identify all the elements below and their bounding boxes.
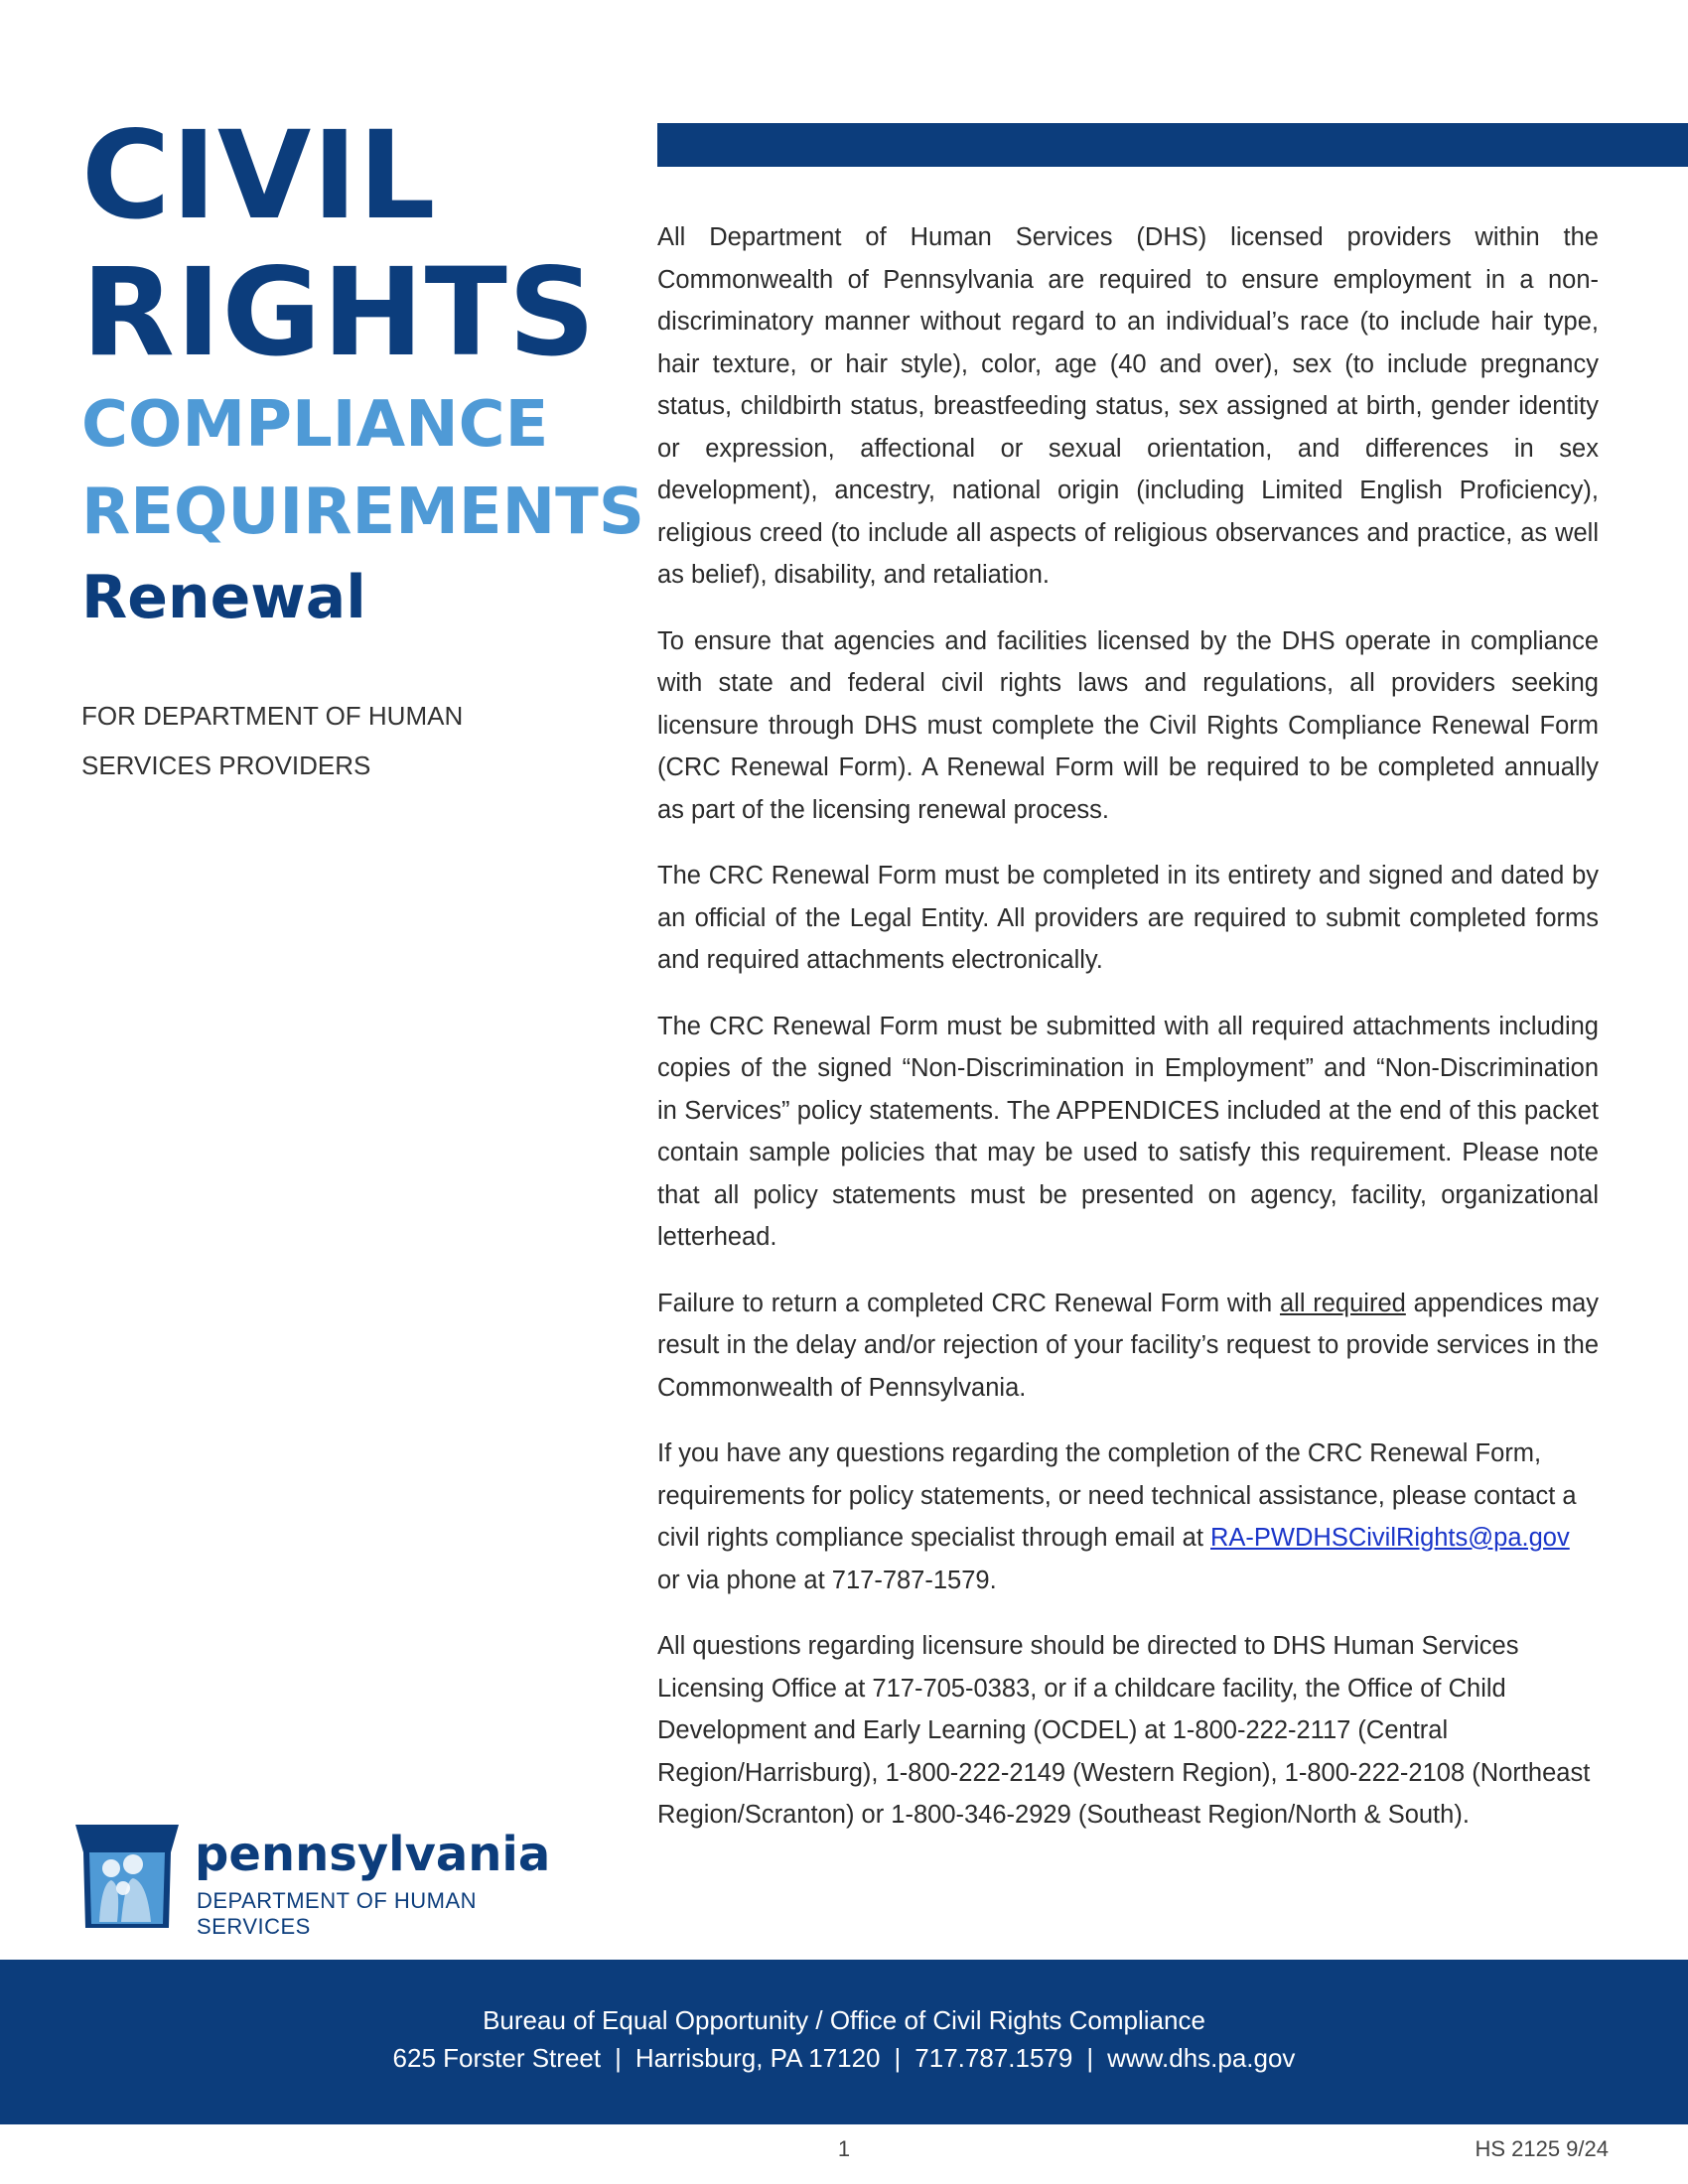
footer-separator: | [894, 2043, 902, 2073]
underlined-all-required: all required [1279, 1289, 1406, 1317]
title-civil: CIVIL [81, 105, 437, 246]
footer-phone: 717.787.1579 [914, 2043, 1073, 2073]
subtitle-line-1: FOR DEPARTMENT OF HUMAN [81, 701, 464, 731]
logo-department: DEPARTMENT OF HUMAN SERVICES [197, 1888, 478, 1939]
footer-contact [0, 2043, 1688, 2074]
keystone-family-icon [71, 1823, 183, 1930]
paragraph-5 [657, 1283, 1599, 1410]
subtitle [81, 691, 598, 790]
paragraph-5-start: Failure to return a completed CRC Renewal Form with [657, 1289, 1280, 1317]
footer-website[interactable]: www.dhs.pa.gov [1107, 2043, 1296, 2073]
paragraph-1: All Department of Human Services (DHS) licensed providers within the Commonwealth of Pennsylvania are required to ensure employment in a non-discriminatory manner without regard to an individual’s race (to include hair type, hair texture, or hair style), color, age (40 and over), sex (to include pregnancy status, childbirth status, breastfeeding status, sex assigned at birth, gender identity or expression, affectional or sexual orientation, and differences in sex development), ancestry, national origin (including Limited English Proficiency), religious creed (to include all aspects of religious observances and practice, as well as belief), disability, and retaliation. [657, 223, 1599, 589]
paragraph-2: To ensure that agencies and facilities licensed by the DHS operate in compliance with state and federal civil rights laws and regulations, all providers seeking licensure through DHS must complete the Civil Rights Compliance Renewal Form (CRC Renewal Form). A Renewal Form will be required to be completed annually as part of the licensing renewal process. [657, 626, 1599, 824]
form-number: HS 2125 9/24 [1475, 2136, 1609, 2161]
email-link[interactable]: RA-PWDHSCivilRights@pa.gov [1210, 1524, 1570, 1552]
footer-address: 625 Forster Street [392, 2043, 602, 2073]
paragraph-7: All questions regarding licensure should be directed to DHS Human Services Licensing Office at 717-705-0383, or if a childcare facility, the Office of Child Development and Early Learning (OCDEL) at 1-800-222-2117 (Central Region/Harrisburg), 1-800-222-2149 (Western Region), 1-800-222-2108 (Northeast Region/Scranton) or 1-800-346-2929 (Southeast Region/North & South). [657, 1632, 1591, 1829]
footer-city: Harrisburg, PA 17120 [634, 2043, 881, 2073]
title-rights: RIGHTS [81, 242, 597, 383]
paragraph-6-start: If you have any questions regarding the completion of the CRC Renewal Form, requirements for policy statements, or need technical assistance, please contact a civil rights compliance specialist through email at [657, 1439, 1577, 1552]
title-compliance: COMPLIANCE [81, 388, 549, 462]
footer-separator: | [1086, 2043, 1094, 2073]
logo-pennsylvania: pennsylvania [195, 1827, 551, 1882]
title-block [81, 105, 644, 639]
page-number: 1 [837, 2136, 851, 2161]
paragraph-3: The CRC Renewal Form must be completed in its entirety and signed and dated by an official of the Legal Entity. All providers are required to submit completed forms and required attachments electronically. [657, 862, 1599, 974]
footer-separator: | [615, 2043, 622, 2073]
body-text [657, 216, 1599, 1860]
dhs-logo [71, 1823, 588, 1939]
paragraph-6-end: or via phone at 717-787-1579. [657, 1566, 997, 1594]
paragraph-4: The CRC Renewal Form must be submitted with all required attachments including copies of the signed “Non-Discrimination in Employment” and “Non-Discrimination in Services” policy statements. The APPENDICES included at the end of this packet contain sample policies that may be used to satisfy this requirement. Please note that all policy statements must be presented on agency, facility, organizational letterhead. [657, 1012, 1599, 1251]
paragraph-5-end: appendices may result in the delay and/or rejection of your facility’s request to provide services in the Commonwealth of Pennsylvania. [657, 1289, 1599, 1402]
title-renewal: Renewal [81, 563, 366, 632]
title-requirements: REQUIREMENTS [81, 476, 644, 549]
subtitle-line-2: SERVICES PROVIDERS [81, 751, 371, 780]
paragraph-6 [657, 1433, 1599, 1601]
footer-band [0, 1960, 1688, 2124]
header-accent-bar [657, 123, 1688, 167]
footer-bureau: Bureau of Equal Opportunity / Office of Civil Rights Compliance [483, 2005, 1205, 2035]
